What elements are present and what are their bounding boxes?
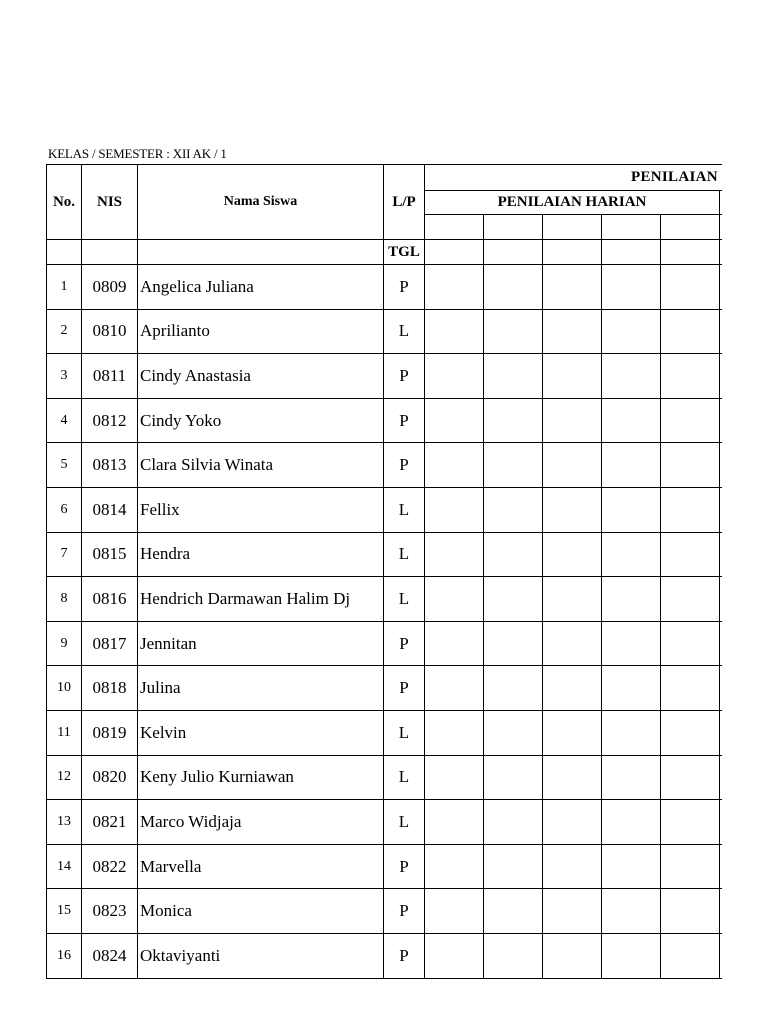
grade-cell — [543, 577, 602, 622]
grade-cell — [602, 844, 661, 889]
grade-cell — [425, 265, 484, 310]
grade-cell — [543, 265, 602, 310]
student-rows — [47, 265, 723, 979]
grade-cell — [720, 443, 723, 488]
student-row — [47, 309, 723, 354]
date-cell — [602, 240, 661, 265]
student-gender: P — [384, 354, 425, 399]
date-cell — [425, 215, 484, 240]
grade-cell — [484, 577, 543, 622]
student-row — [47, 710, 723, 755]
student-row — [47, 755, 723, 800]
student-nis: 0815 — [82, 532, 138, 577]
grade-cell — [602, 487, 661, 532]
student-nis: 0813 — [82, 443, 138, 488]
grade-cell — [484, 844, 543, 889]
date-cell — [543, 215, 602, 240]
date-cell — [484, 240, 543, 265]
student-name: Julina — [138, 666, 384, 711]
grade-cell — [661, 309, 720, 354]
grade-cell — [425, 487, 484, 532]
grade-cell — [661, 354, 720, 399]
student-nis: 0812 — [82, 398, 138, 443]
header-spacer — [47, 240, 82, 265]
student-row — [47, 844, 723, 889]
grade-cell — [543, 532, 602, 577]
student-nis: 0823 — [82, 889, 138, 934]
student-nis: 0809 — [82, 265, 138, 310]
header-penilaian-harian: PENILAIAN HARIAN — [425, 191, 720, 215]
date-cell — [484, 215, 543, 240]
grade-cell — [661, 889, 720, 934]
student-row — [47, 933, 723, 978]
grade-cell — [661, 666, 720, 711]
student-row — [47, 354, 723, 399]
grade-cell — [425, 755, 484, 800]
student-row — [47, 621, 723, 666]
student-gender: L — [384, 487, 425, 532]
grade-cell — [484, 889, 543, 934]
grade-cell — [425, 577, 484, 622]
student-name: Marco Widjaja — [138, 800, 384, 845]
grade-cell — [543, 443, 602, 488]
date-cell — [602, 215, 661, 240]
grade-cell — [602, 443, 661, 488]
grade-cell — [720, 933, 723, 978]
grade-cell — [484, 666, 543, 711]
grade-cell — [484, 532, 543, 577]
grade-cell — [602, 309, 661, 354]
grade-cell — [543, 933, 602, 978]
student-row — [47, 800, 723, 845]
student-name: Aprilianto — [138, 309, 384, 354]
student-name: Kelvin — [138, 710, 384, 755]
grade-cell — [543, 309, 602, 354]
student-row — [47, 443, 723, 488]
grade-cell — [484, 933, 543, 978]
student-name: Hendra — [138, 532, 384, 577]
grade-cell — [425, 889, 484, 934]
grade-cell — [484, 487, 543, 532]
grade-cell — [602, 532, 661, 577]
student-nis: 0818 — [82, 666, 138, 711]
student-no: 10 — [47, 666, 82, 711]
student-no: 1 — [47, 265, 82, 310]
header-spacer — [138, 240, 384, 265]
grade-cell — [720, 710, 723, 755]
student-name: Marvella — [138, 844, 384, 889]
date-cell — [661, 215, 720, 240]
student-no: 13 — [47, 800, 82, 845]
student-nis: 0814 — [82, 487, 138, 532]
grade-cell — [425, 354, 484, 399]
grade-cell — [661, 265, 720, 310]
grade-cell — [720, 844, 723, 889]
student-no: 15 — [47, 889, 82, 934]
student-nis: 0820 — [82, 755, 138, 800]
student-row — [47, 265, 723, 310]
grade-cell — [425, 621, 484, 666]
header-no: No. — [47, 165, 82, 240]
grade-cell — [602, 265, 661, 310]
grade-cell — [425, 532, 484, 577]
student-name: Clara Silvia Winata — [138, 443, 384, 488]
grade-cell — [484, 265, 543, 310]
grade-cell — [543, 755, 602, 800]
student-name: Hendrich Darmawan Halim Dj — [138, 577, 384, 622]
date-cell — [720, 215, 723, 240]
grade-cell — [602, 354, 661, 399]
student-gender: L — [384, 710, 425, 755]
grade-cell — [661, 710, 720, 755]
student-name: Jennitan — [138, 621, 384, 666]
student-gender: P — [384, 265, 425, 310]
grade-cell — [484, 443, 543, 488]
student-gender: L — [384, 532, 425, 577]
grade-cell — [661, 487, 720, 532]
student-name: Oktaviyanti — [138, 933, 384, 978]
grade-cell — [720, 265, 723, 310]
grade-cell — [484, 755, 543, 800]
grade-cell — [720, 398, 723, 443]
grade-cell — [602, 800, 661, 845]
student-nis: 0819 — [82, 710, 138, 755]
student-row — [47, 487, 723, 532]
grade-cell — [425, 443, 484, 488]
student-gender: P — [384, 844, 425, 889]
grade-sheet — [46, 164, 722, 979]
grade-cell — [720, 666, 723, 711]
student-gender: P — [384, 398, 425, 443]
header-nis: NIS — [82, 165, 138, 240]
student-no: 6 — [47, 487, 82, 532]
grade-cell — [543, 354, 602, 399]
grade-cell — [720, 191, 723, 215]
grade-cell — [543, 666, 602, 711]
header-nama-siswa: Nama Siswa — [138, 165, 384, 240]
grade-cell — [543, 710, 602, 755]
grade-cell — [602, 666, 661, 711]
student-no: 7 — [47, 532, 82, 577]
student-name: Angelica Juliana — [138, 265, 384, 310]
grade-cell — [602, 933, 661, 978]
grade-cell — [720, 309, 723, 354]
student-nis: 0821 — [82, 800, 138, 845]
student-no: 8 — [47, 577, 82, 622]
student-nis: 0822 — [82, 844, 138, 889]
date-cell — [661, 240, 720, 265]
grade-cell — [661, 755, 720, 800]
student-gender: P — [384, 443, 425, 488]
grade-cell — [720, 800, 723, 845]
grade-cell — [543, 844, 602, 889]
grade-cell — [720, 889, 723, 934]
grade-cell — [661, 532, 720, 577]
grade-cell — [720, 577, 723, 622]
student-gender: P — [384, 666, 425, 711]
grade-cell — [602, 755, 661, 800]
grade-cell — [602, 710, 661, 755]
student-nis: 0824 — [82, 933, 138, 978]
student-name: Cindy Yoko — [138, 398, 384, 443]
student-no: 5 — [47, 443, 82, 488]
student-name: Monica — [138, 889, 384, 934]
grade-cell — [484, 398, 543, 443]
grade-cell — [425, 666, 484, 711]
grade-cell — [543, 398, 602, 443]
student-row — [47, 666, 723, 711]
grade-cell — [602, 577, 661, 622]
grade-cell — [425, 800, 484, 845]
student-gender: L — [384, 309, 425, 354]
student-table — [46, 164, 722, 979]
student-gender: P — [384, 933, 425, 978]
student-no: 14 — [47, 844, 82, 889]
grade-cell — [543, 621, 602, 666]
student-row — [47, 398, 723, 443]
student-nis: 0811 — [82, 354, 138, 399]
grade-cell — [425, 933, 484, 978]
student-nis: 0817 — [82, 621, 138, 666]
grade-cell — [602, 889, 661, 934]
grade-cell — [484, 354, 543, 399]
date-cell — [425, 240, 484, 265]
grade-cell — [661, 933, 720, 978]
grade-cell — [661, 398, 720, 443]
student-gender: P — [384, 621, 425, 666]
student-row — [47, 532, 723, 577]
grade-cell — [484, 621, 543, 666]
grade-cell — [543, 800, 602, 845]
student-name: Keny Julio Kurniawan — [138, 755, 384, 800]
student-name: Cindy Anastasia — [138, 354, 384, 399]
date-cell — [720, 240, 723, 265]
student-nis: 0810 — [82, 309, 138, 354]
student-row — [47, 889, 723, 934]
grade-cell — [543, 889, 602, 934]
grade-cell — [720, 354, 723, 399]
grade-cell — [425, 844, 484, 889]
student-no: 3 — [47, 354, 82, 399]
grade-cell — [543, 487, 602, 532]
grade-cell — [720, 755, 723, 800]
grade-cell — [425, 398, 484, 443]
grade-cell — [720, 532, 723, 577]
student-no: 11 — [47, 710, 82, 755]
student-no: 16 — [47, 933, 82, 978]
student-no: 9 — [47, 621, 82, 666]
header-penilaian: PENILAIAN — [425, 165, 723, 191]
grade-cell — [720, 621, 723, 666]
grade-cell — [484, 710, 543, 755]
grade-cell — [661, 844, 720, 889]
grade-cell — [602, 621, 661, 666]
grade-cell — [484, 800, 543, 845]
grade-cell — [661, 443, 720, 488]
grade-cell — [425, 710, 484, 755]
grade-cell — [425, 309, 484, 354]
student-nis: 0816 — [82, 577, 138, 622]
student-gender: L — [384, 800, 425, 845]
student-gender: P — [384, 889, 425, 934]
grade-cell — [661, 621, 720, 666]
student-name: Fellix — [138, 487, 384, 532]
grade-cell — [602, 398, 661, 443]
kelas-semester-label: KELAS / SEMESTER : XII AK / 1 — [48, 146, 227, 161]
date-cell — [543, 240, 602, 265]
header-lp: L/P — [384, 165, 425, 240]
student-row — [47, 577, 723, 622]
header-spacer — [82, 240, 138, 265]
student-gender: L — [384, 755, 425, 800]
student-no: 12 — [47, 755, 82, 800]
student-gender: L — [384, 577, 425, 622]
grade-cell — [661, 577, 720, 622]
student-no: 2 — [47, 309, 82, 354]
student-no: 4 — [47, 398, 82, 443]
header-tgl: TGL — [384, 240, 425, 265]
grade-cell — [661, 800, 720, 845]
grade-cell — [720, 487, 723, 532]
grade-cell — [484, 309, 543, 354]
